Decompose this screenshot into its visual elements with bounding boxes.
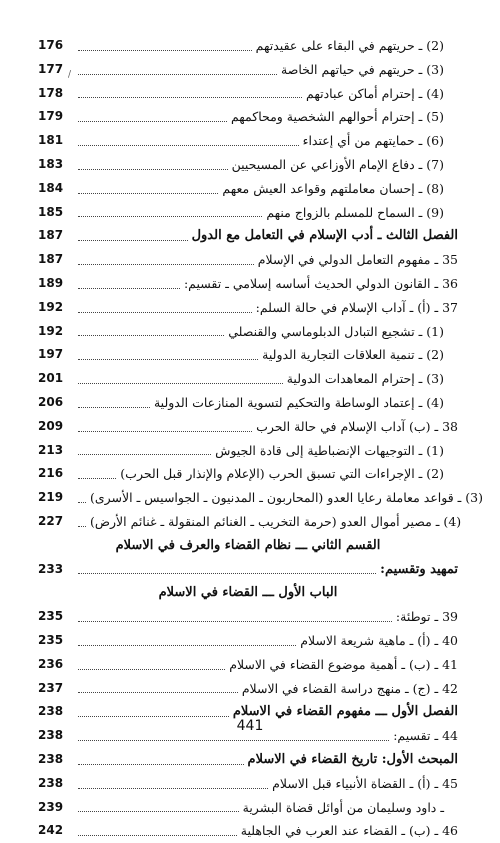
toc-entry xyxy=(38,486,484,510)
toc-entry xyxy=(38,653,458,677)
toc-entry-title: 40 ـ (أ) ـ ماهية شريعة الاسلام xyxy=(300,632,458,648)
toc-page-number: 235 xyxy=(38,609,64,624)
dot-leader xyxy=(78,573,376,574)
toc-entry xyxy=(38,343,458,367)
dot-leader xyxy=(78,407,150,408)
toc-entry xyxy=(38,796,458,820)
page-number: 441 xyxy=(236,718,264,734)
toc-entry-title: (7) ـ دفاع الإمام الأوزاعي عن المسيحيين xyxy=(231,156,444,172)
toc-entry xyxy=(38,320,458,344)
toc-entry xyxy=(38,177,458,201)
dot-leader xyxy=(78,692,238,693)
dot-leader xyxy=(78,645,296,646)
section-heading xyxy=(38,581,458,605)
toc-entry-title: (2) ـ الإجراءات التي تسبق الحرب (الإعلام والإنذار قبل الحرب) xyxy=(120,466,444,482)
toc-page-number: 238 xyxy=(38,704,64,719)
toc-page-number: 179 xyxy=(38,109,64,124)
margin-mark: / xyxy=(68,70,72,80)
toc-entry-title: (8) ـ إحسان معاملتهم وقواعد العيش معهم xyxy=(222,180,444,196)
dot-leader xyxy=(78,669,225,670)
dot-leader xyxy=(78,121,227,122)
dot-leader xyxy=(78,359,258,360)
toc-page-number: 192 xyxy=(38,299,64,314)
toc-entry-title: 46 ـ (ب) ـ القضاء عند العرب في الجاهلية xyxy=(240,823,458,839)
toc-page-number: 213 xyxy=(38,442,64,457)
toc-page-number: 242 xyxy=(38,823,64,838)
dot-leader xyxy=(78,835,237,836)
dot-leader xyxy=(78,383,283,384)
toc-entry-title: (5) ـ إحترام أحوالهم الشخصية ومحاكمهم xyxy=(230,109,444,125)
toc-entry-title: (1) ـ التوجيهات الإنضباطية إلى قادة الجيوش xyxy=(215,442,444,458)
dot-leader xyxy=(78,764,244,765)
dot-leader xyxy=(78,50,252,51)
toc-page-number: 238 xyxy=(38,751,64,766)
toc-entry-title: (4) ـ إحترام أماكن عبادتهم xyxy=(306,85,444,101)
toc-entry-title: (9) ـ السماح للمسلم بالزواج منهم xyxy=(266,204,444,220)
section-heading-text: الباب الأول ـــ القضاء في الاسلام xyxy=(158,585,338,601)
toc-page-number: 185 xyxy=(38,204,64,219)
dot-leader xyxy=(78,811,239,812)
dot-leader xyxy=(78,788,268,789)
toc-entry xyxy=(38,82,458,106)
toc-page-number: 233 xyxy=(38,561,64,576)
toc-entry xyxy=(38,462,458,486)
dot-leader xyxy=(78,454,211,455)
toc-page-number: 197 xyxy=(38,347,64,362)
toc-entry-title: 35 ـ مفهوم التعامل الدولي في الإسلام xyxy=(257,252,458,268)
toc-page-number: 201 xyxy=(38,371,64,386)
toc-entry xyxy=(38,367,458,391)
toc-page-number: 235 xyxy=(38,632,64,647)
toc-page-number: 176 xyxy=(38,38,64,52)
toc-entry xyxy=(38,296,458,320)
toc-page-number: 238 xyxy=(38,775,64,790)
toc-page-number: 187 xyxy=(38,228,64,243)
toc-entry-title: 36 ـ القانون الدولي الحديث أساسه إسلامي ـ تقسيم: xyxy=(183,275,458,291)
toc-page-number: 183 xyxy=(38,156,64,171)
toc-entry-title: 39 ـ توطئة: xyxy=(395,609,458,625)
toc-page-number: 227 xyxy=(38,513,64,528)
dot-leader xyxy=(78,502,86,503)
dot-leader xyxy=(78,431,252,432)
toc-page-number: 209 xyxy=(38,418,64,433)
toc-entry-title: (3) ـ إحترام المعاهدات الدولية xyxy=(286,371,444,387)
toc-page-number: 219 xyxy=(38,490,64,505)
toc-entry xyxy=(38,248,458,272)
toc-page-number: 239 xyxy=(38,799,64,814)
dot-leader xyxy=(78,74,277,75)
toc-entry xyxy=(38,34,458,58)
toc-entry xyxy=(38,819,458,843)
toc-page-number: 181 xyxy=(38,133,64,148)
toc-page-number: 187 xyxy=(38,252,64,267)
dot-leader xyxy=(78,240,188,241)
toc-entry xyxy=(38,439,458,463)
toc-page-number: 189 xyxy=(38,275,64,290)
toc-page-number: 216 xyxy=(38,466,64,481)
toc-entry xyxy=(38,510,462,534)
toc-page-number: 206 xyxy=(38,394,64,409)
toc-entry xyxy=(38,105,458,129)
toc-entry-title: (6) ـ حمايتهم من أي إعتداء xyxy=(302,133,444,149)
toc-entry-title: (4) ـ مصير أموال العدو (حرمة التخريب ـ الغنائم المنقولة ـ غنائم الأرض) xyxy=(90,513,462,529)
toc-entry xyxy=(38,415,458,439)
toc-entry-title: المبحث الأول: تاريخ القضاء في الاسلام xyxy=(247,751,458,767)
toc-entry xyxy=(38,772,458,796)
toc-entry-title: (4) ـ إعتماد الوساطة والتحكيم لتسوية المنازعات الدولية xyxy=(153,394,444,410)
dot-leader xyxy=(78,716,229,717)
toc-page-number: 192 xyxy=(38,323,64,338)
dot-leader xyxy=(78,264,254,265)
toc-page-number: 178 xyxy=(38,85,64,100)
section-heading xyxy=(38,534,458,558)
toc-page-number: 238 xyxy=(38,728,64,743)
toc-entry xyxy=(38,58,458,82)
toc-entry-title: 42 ـ (ج) ـ منهج دراسة القضاء في الاسلام xyxy=(241,680,458,696)
toc-entry xyxy=(38,201,458,225)
toc-entry-title: 37 ـ (أ) ـ آداب الإسلام في حالة السلم: xyxy=(255,299,458,315)
dot-leader xyxy=(78,97,302,98)
toc-entry xyxy=(38,677,458,701)
dot-leader xyxy=(78,145,299,146)
toc-entry-title: (3) ـ حريتهم في حياتهم الخاصة xyxy=(281,61,444,77)
section-heading-text: القسم الثاني ـــ نظام القضاء والعرف في الاسلام xyxy=(115,537,381,553)
toc-entry xyxy=(38,224,458,248)
toc-entry-title: (2) ـ تنمية العلاقات التجارية الدولية xyxy=(262,347,444,363)
dot-leader xyxy=(78,526,86,527)
dot-leader xyxy=(78,216,262,217)
toc-entry-title: الفصل الثالث ـ أدب الإسلام في التعامل مع الدول xyxy=(191,228,458,244)
toc-entry xyxy=(38,153,458,177)
toc-page-number: 236 xyxy=(38,656,64,671)
dot-leader xyxy=(78,288,180,289)
toc-entry xyxy=(38,129,458,153)
toc-entry xyxy=(38,272,458,296)
toc-entry-title: 45 ـ (أ) ـ القضاة الأنبياء قبل الاسلام xyxy=(272,775,458,791)
toc-page-number: 177 xyxy=(38,61,64,76)
toc-entry-title: (1) ـ تشجيع التبادل الدبلوماسي والقنصلي xyxy=(228,323,444,339)
dot-leader xyxy=(78,169,228,170)
toc-entry-title: الفصل الأول ـــ مفهوم القضاء في الاسلام xyxy=(232,704,458,720)
dot-leader xyxy=(78,740,389,741)
toc-entry-title: تمهيد وتقسيم: xyxy=(380,561,458,577)
toc-entry-title: 41 ـ (ب) ـ أهمية موضوع القضاء في الاسلام xyxy=(229,656,458,672)
toc-entry-title: (2) ـ حريتهم في البقاء على عقيدتهم xyxy=(255,38,444,53)
dot-leader xyxy=(78,335,224,336)
toc-page-number: 237 xyxy=(38,680,64,695)
dot-leader xyxy=(78,478,116,479)
toc-entry-title: ـ داود وسليمان من أوائل قضاة البشرية xyxy=(242,799,444,815)
toc-entry xyxy=(38,605,458,629)
dot-leader xyxy=(78,621,392,622)
toc-entry xyxy=(38,558,458,582)
dot-leader xyxy=(78,312,252,313)
dot-leader xyxy=(78,193,218,194)
toc-entry-title: (3) ـ قواعد معاملة رعايا العدو (المحاربون ـ المدنيون ـ الجواسيس ـ الأسرى) xyxy=(90,490,484,506)
toc-entry xyxy=(38,748,458,772)
toc-entry xyxy=(38,391,458,415)
toc-page-number: 184 xyxy=(38,180,64,195)
toc-entry-title: 44 ـ تقسيم: xyxy=(393,728,458,744)
toc-entry xyxy=(38,629,458,653)
toc-entry-title: 38 ـ (ب) آداب الإسلام في حالة الحرب xyxy=(256,418,458,434)
